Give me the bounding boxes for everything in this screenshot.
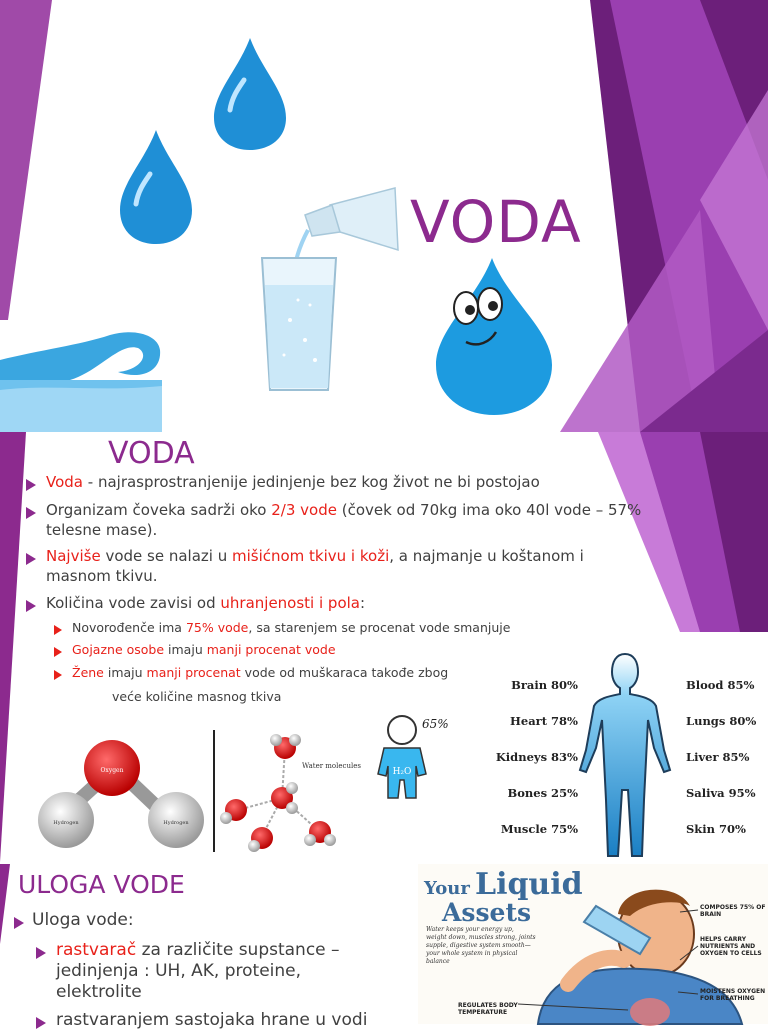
bullet-text: - najrasprostranjenije jedinjenje bez kog život ne bi postojao [83,473,540,491]
organ-label: Skin 70% [686,822,746,836]
slide-title: ULOGA VODE [18,870,185,899]
water-molecule-image [30,728,361,856]
hydrogen-label: Hydrogen [163,820,189,826]
organ-label: Heart 78% [510,714,578,728]
sub-bullet-item [72,641,492,659]
body-water-diagram [474,646,768,858]
slide-title: VODA [108,436,195,471]
infographic-heading [424,867,583,927]
content-slide [0,432,768,864]
bullet-text: Uloga vode: [32,910,134,930]
organ-label: Liver 85% [686,750,750,764]
organ-label: Lungs 80% [686,714,757,728]
callout: REGULATES BODY TEMPERATURE [458,1002,518,1016]
arrow-bullet-icon [26,476,36,496]
sub-bullet-item [56,940,376,1003]
arrow-bullet-icon [54,667,62,685]
water-wave-image [0,332,162,432]
arrow-bullet-icon [54,622,62,640]
slide-title: VODA [410,188,582,256]
organ-label: Saliva 95% [686,786,756,800]
infographic-blurb: Water keeps your energy up, weight down, muscles strong, joints supple, digestive system smooth— your whole system in physical balance [426,926,536,965]
title-slide [0,0,768,432]
arrow-bullet-icon [54,644,62,662]
bullet-text: : [359,594,366,612]
organ-label: Kidneys 83% [495,750,578,764]
sub-bullet-text: rastvaranjem sastojaka hrane u vodi [56,1010,368,1030]
child-water-percent-image [366,712,456,808]
bullet-text-red: Voda [46,473,83,491]
water-molecules-label: Water molecules [302,762,361,770]
sub-bullet-text-red: manji procenat vode [206,642,336,657]
callout: HELPS CARRY NUTRIENTS AND OXYGEN TO CELLS [700,936,762,957]
heading-word: Liquid [474,867,583,902]
bullet-text: , a najmanje u koštanom i masnom tkivu. [46,547,584,585]
content-slide [0,864,768,1030]
sub-bullet-text: imaju [103,665,147,680]
water-drop-icon [214,38,286,150]
child-h2o-label: H₂O [392,767,412,777]
sub-bullet-text-red: 75% vode [185,620,249,635]
left-purple-bar [0,864,10,944]
bullet-text: (čovek od 70kg ima oko 40l vode – 57% telesne mase). [46,501,642,539]
heading-word: Your [424,878,470,899]
sub-bullet-item [72,619,632,637]
sub-bullet-item [72,664,492,682]
human-body-silhouette [578,650,672,860]
child-percent-label: 65% [422,717,449,731]
callout: COMPOSES 75% OF BRAIN [700,904,766,918]
bullet-text-red: mišićnom tkivu i koži [231,547,390,565]
arrow-bullet-icon [26,550,36,570]
left-purple-bar [0,432,26,862]
oxygen-label: Oxygen [100,767,124,774]
callout: MOISTENS OXYGEN FOR BREATHING [700,988,766,1002]
cartoon-water-drop-icon [436,258,552,415]
organ-label: Muscle 75% [500,822,578,836]
sub-bullet-text: , sa starenjem se procenat vode smanjuje [248,620,511,635]
hydrogen-label: Hydrogen [53,820,79,826]
slide1-decoration [0,0,768,432]
left-purple-bar [0,0,52,320]
sub-bullet-text-red: rastvarač [56,940,137,960]
arrow-bullet-icon [14,914,24,935]
bullet-text-red: uhranjenosti i pola [220,594,360,612]
water-drop-icon [120,130,192,244]
bullet-item [46,500,654,540]
bullet-item [32,910,392,931]
sub-bullet-text: imaju [164,642,207,657]
sub-bullet-text: Novorođenče ima [72,620,186,635]
sub-bullet-text-red: manji procenat [146,665,241,680]
sub-bullet-text-red: Gojazne osobe [72,642,165,657]
arrow-bullet-icon [36,1014,46,1035]
bullet-item [46,472,646,492]
sub-bullet-item [56,1010,396,1031]
sub-bullet-text: za različite supstance – jedinjenja : UH, AK, proteine, elektrolite [56,940,340,1002]
organ-label: Bones 25% [507,786,578,800]
bullet-text-red: Najviše [46,547,101,565]
water-molecules-cluster [220,734,336,852]
organ-label: Brain 80% [511,678,578,692]
bullet-item [46,593,606,613]
liquid-assets-infographic [418,864,768,1024]
bullet-text: vode se nalazi u [100,547,232,565]
organ-label: Blood 85% [686,678,755,692]
sub-bullet-text: vode od muškaraca takođe zbog [240,665,449,680]
arrow-bullet-icon [26,597,36,617]
bullet-text-red: 2/3 vode [271,501,337,519]
heading-word: Assets [442,898,532,927]
body-left-labels [494,678,578,858]
arrow-bullet-icon [36,944,46,965]
bullet-item [46,546,636,586]
sub-bullet-continuation: veće količine masnog tkiva [112,689,282,704]
sub-bullet-text-red: Žene [72,665,104,680]
arrow-bullet-icon [26,504,36,524]
bullet-text: Količina vode zavisi od [46,594,221,612]
bottle-and-glass-image [262,188,398,390]
body-right-labels [686,678,768,858]
bullet-text: Organizam čoveka sadrži oko [46,501,272,519]
